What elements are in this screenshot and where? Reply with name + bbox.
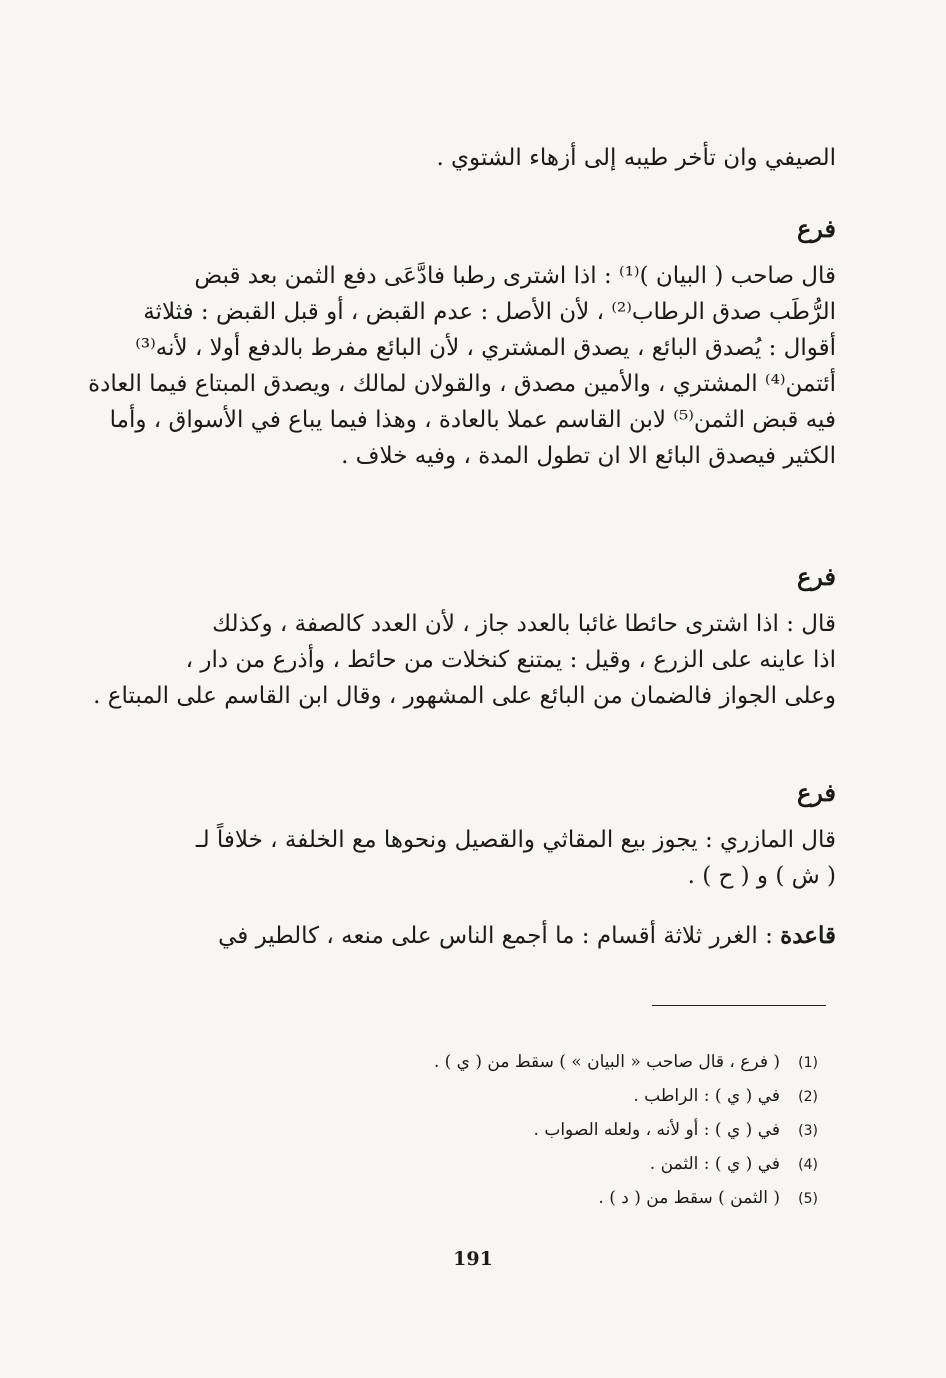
footnote-text: ( الثمن ) سقط من ( د ) . <box>598 1188 780 1208</box>
section-heading-1: فرع <box>796 214 836 243</box>
text-line: قال صاحب ( البيان )⁽¹⁾ : اذا اشترى رطبا فادَّعَى دفع الثمن بعد قبض <box>194 263 836 289</box>
section-2-paragraph <box>93 606 836 714</box>
text-line: قال : اذا اشترى حائطا غائبا بالعدد جاز ، لأن العدد كالصفة ، وكذلك <box>212 611 836 637</box>
opening-paragraph <box>160 140 836 176</box>
text-line: وعلى الجواز فالضمان من البائع على المشهور ، وقال ابن القاسم على المبتاع . <box>93 683 836 709</box>
footnote-text: في ( ي ) : الثمن . <box>649 1154 780 1174</box>
footnotes <box>258 1045 818 1215</box>
footnote-number: (2) <box>798 1089 818 1105</box>
footnote <box>258 1045 818 1079</box>
footnote-text: في ( ي ) : أو لأنه ، ولعله الصواب . <box>533 1120 780 1140</box>
text-line: الرُّطَب صدق الرطاب⁽²⁾ ، لأن الأصل : عدم القبض ، أو قبل القبض : فثلاثة <box>143 299 836 325</box>
footnote-number: (1) <box>798 1055 818 1071</box>
text-line: اذا عاينه على الزرع ، وقيل : يمتنع كنخلات من حائط ، وأذرع من دار ، <box>185 647 836 673</box>
footnote <box>258 1147 818 1181</box>
rule-label: قاعدة <box>780 922 836 949</box>
text-line: قال المازري : يجوز بيع المقاثي والقصيل ونحوها مع الخلفة ، خلافاً لـ <box>195 827 836 853</box>
section-heading-3: فرع <box>796 778 836 807</box>
rule-paragraph <box>160 918 836 954</box>
text-line <box>160 918 836 954</box>
footnote <box>258 1113 818 1147</box>
footnote-number: (3) <box>798 1123 818 1139</box>
footnote-number: (4) <box>798 1157 818 1173</box>
section-3-paragraph <box>160 822 836 894</box>
section-1-paragraph <box>88 258 836 474</box>
footnote-text: في ( ي ) : الراطب . <box>633 1086 780 1106</box>
text-line: الكثير فيصدق البائع الا ان تطول المدة ، وفيه خلاف . <box>341 443 836 469</box>
text-line: أقوال : يُصدق البائع ، يصدق المشتري ، لأن البائع مفرط بالدفع أولا ، لأنه⁽³⁾ <box>135 335 836 361</box>
footnote <box>258 1079 818 1113</box>
text-line: أئتمن⁽⁴⁾ المشتري ، والأمين مصدق ، والقولان لمالك ، ويصدق المبتاع فيما العادة <box>88 371 836 397</box>
text-line: ( ش ) و ( ح ) . <box>687 863 836 889</box>
footnote <box>258 1181 818 1215</box>
section-heading-2: فرع <box>796 562 836 591</box>
rule-text: : الغرر ثلاثة أقسام : ما أجمع الناس على منعه ، كالطير في <box>218 923 773 949</box>
footnote-number: (5) <box>798 1191 818 1207</box>
page-number: 191 <box>453 1248 493 1270</box>
footnote-text: ( فرع ، قال صاحب « البيان » ) سقط من ( ي ) . <box>433 1052 780 1072</box>
footnote-separator <box>652 1005 826 1006</box>
text-line: فيه قبض الثمن⁽⁵⁾ لابن القاسم عملا بالعادة ، وهذا فيما يباع في الأسواق ، وأما <box>109 407 836 433</box>
text-line: الصيفي وان تأخر طيبه إلى أزهاء الشتوي . <box>436 145 836 171</box>
